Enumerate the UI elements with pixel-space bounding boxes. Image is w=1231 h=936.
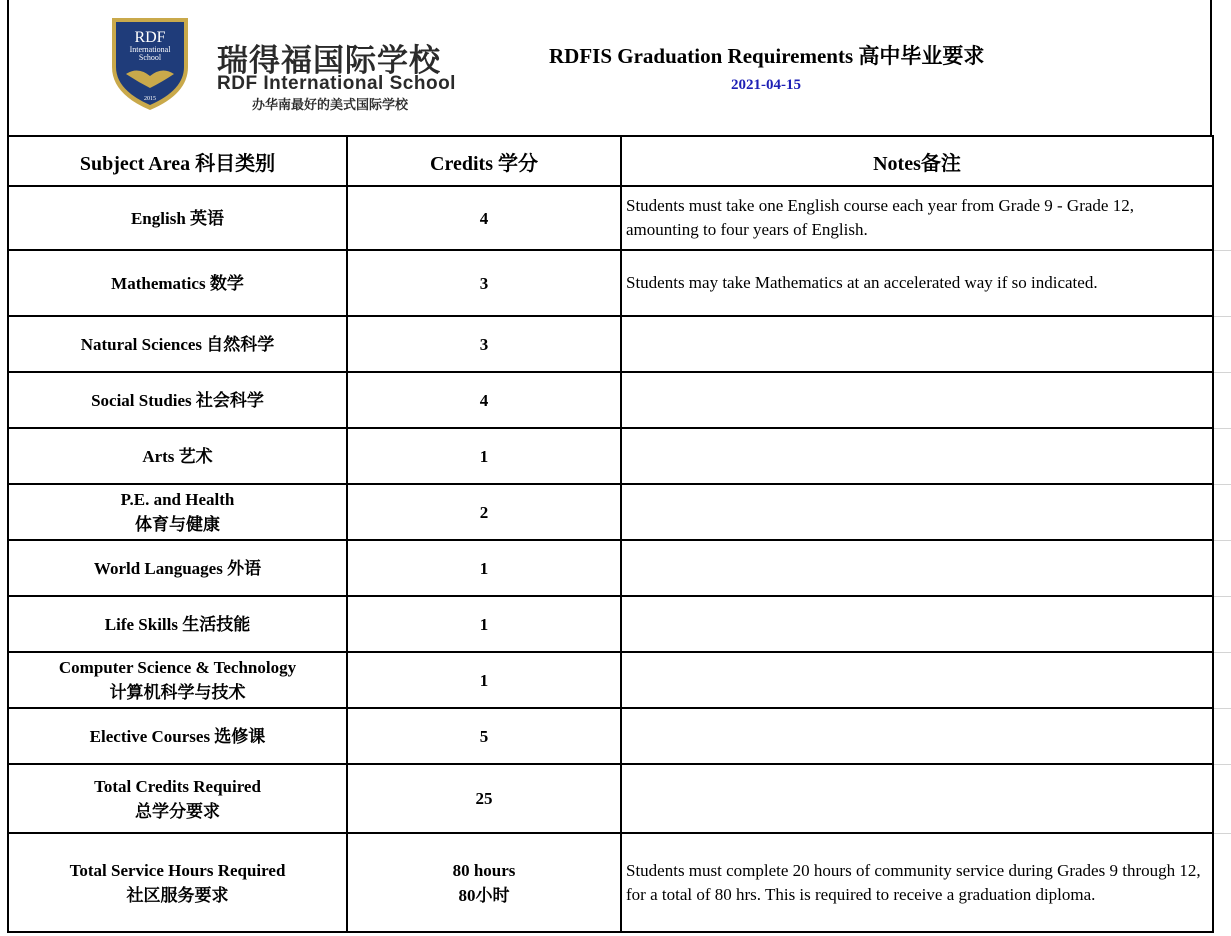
table-row	[8, 316, 1213, 372]
crest-text-line: RDF	[134, 29, 166, 46]
crest-year: 2015	[144, 96, 156, 102]
subject-cell	[8, 708, 347, 764]
sheet-gridline	[1214, 372, 1231, 373]
subject-cell	[8, 484, 347, 540]
subject-cell	[8, 764, 347, 833]
subject-cell	[8, 540, 347, 596]
document-title: RDFIS Graduation Requirements 高中毕业要求	[549, 44, 985, 68]
credits-value: 1	[479, 558, 489, 578]
credits-value: 4	[479, 208, 489, 228]
notes-cell	[621, 316, 1213, 372]
credits-cell	[347, 764, 621, 833]
credits-cell	[347, 372, 621, 428]
credits-cell	[347, 540, 621, 596]
subject-label: English 英语	[130, 208, 225, 228]
subject-label: Elective Courses 选修课	[89, 726, 266, 746]
credits-cell	[347, 596, 621, 652]
subject-label: 计算机科学与技术	[109, 683, 246, 702]
subject-label: 总学分要求	[135, 801, 220, 821]
subject-label: Life Skills 生活技能	[104, 614, 251, 634]
notes-cell	[621, 372, 1213, 428]
subject-cell	[8, 833, 347, 932]
subject-label: 社区服务要求	[126, 885, 229, 905]
credits-cell	[347, 428, 621, 484]
notes-cell: Students may take Mathematics at an accelerated way if so indicated.	[621, 250, 1213, 316]
sheet-gridline	[1214, 764, 1231, 765]
notes-cell	[621, 708, 1213, 764]
subject-cell	[8, 428, 347, 484]
subject-label: Total Service Hours Required	[69, 860, 286, 880]
table-row	[8, 186, 1213, 250]
table-row	[8, 708, 1213, 764]
credits-cell	[347, 484, 621, 540]
crest-text-line: International	[129, 45, 171, 54]
credits-value: 1	[479, 446, 489, 466]
notes-cell	[621, 428, 1213, 484]
credits-value: 3	[479, 334, 489, 354]
table-row	[8, 596, 1213, 652]
subject-cell	[8, 250, 347, 316]
school-logo	[104, 12, 509, 114]
subject-label: World Languages 外语	[93, 558, 262, 578]
sheet-gridline	[1214, 833, 1231, 834]
notes-cell	[621, 540, 1213, 596]
subject-cell	[8, 596, 347, 652]
subject-label: P.E. and Health	[120, 490, 235, 509]
crest-text-line: School	[138, 53, 162, 62]
school-slogan: 办华南最好的美式国际学校	[252, 98, 409, 113]
sheet-gridline	[1214, 316, 1231, 317]
credits-value: 3	[479, 273, 489, 293]
table-header-row	[8, 136, 1213, 186]
credits-value: 80小时	[458, 885, 510, 905]
notes-cell: Students must take one English course each year from Grade 9 - Grade 12, amounting to four years of English.	[621, 186, 1213, 250]
table-body	[8, 186, 1213, 932]
sheet-gridline	[1214, 540, 1231, 541]
subject-label: 体育与健康	[135, 515, 220, 534]
table-row	[8, 484, 1213, 540]
subject-label: Mathematics 数学	[111, 273, 244, 293]
subject-label: Social Studies 社会科学	[91, 390, 264, 410]
credits-cell	[347, 186, 621, 250]
sheet-gridline	[1214, 250, 1231, 251]
credits-value: 25	[475, 789, 493, 808]
credits-cell	[347, 316, 621, 372]
column-header-notes: Notes备注	[621, 136, 1213, 186]
school-name-chinese: 瑞得福国际学校	[217, 43, 441, 79]
subject-cell	[8, 372, 347, 428]
subject-cell	[8, 652, 347, 708]
school-name-english: RDF International School	[217, 73, 456, 94]
credits-value: 80 hours	[452, 860, 516, 880]
notes-cell	[621, 652, 1213, 708]
document-header	[7, 0, 1212, 135]
credits-value: 1	[479, 614, 489, 634]
credits-value: 1	[479, 670, 489, 690]
table-row	[8, 540, 1213, 596]
table-row	[8, 764, 1213, 833]
school-crest-icon	[104, 12, 196, 112]
column-header-subject: Subject Area 科目类别	[8, 136, 347, 186]
graduation-requirements-table	[7, 135, 1214, 933]
notes-cell	[621, 596, 1213, 652]
credits-cell	[347, 652, 621, 708]
credits-value: 2	[479, 502, 489, 522]
sheet-gridline	[1214, 652, 1231, 653]
table-row	[8, 833, 1213, 932]
column-header-credits: Credits 学分	[347, 136, 621, 186]
table-row	[8, 250, 1213, 316]
table-row	[8, 372, 1213, 428]
document-date: 2021-04-15	[731, 77, 801, 93]
credits-cell	[347, 708, 621, 764]
sheet-gridline	[1214, 428, 1231, 429]
subject-label: Total Credits Required	[94, 776, 261, 796]
subject-cell	[8, 316, 347, 372]
notes-cell	[621, 484, 1213, 540]
subject-label: Natural Sciences 自然科学	[80, 334, 275, 354]
subject-label: Computer Science & Technology	[58, 658, 297, 677]
sheet-gridline	[1214, 708, 1231, 709]
sheet-gridline	[1214, 484, 1231, 485]
notes-cell: Students must complete 20 hours of community service during Grades 9 through 12, for a total of 80 hrs. This is required to receive a graduation diploma.	[621, 833, 1213, 932]
notes-cell	[621, 764, 1213, 833]
table-row	[8, 428, 1213, 484]
table-row	[8, 652, 1213, 708]
credits-value: 5	[479, 726, 489, 746]
credits-cell	[347, 250, 621, 316]
sheet-gridline	[1214, 596, 1231, 597]
subject-cell	[8, 186, 347, 250]
credits-cell	[347, 833, 621, 932]
credits-value: 4	[479, 390, 489, 410]
subject-label: Arts 艺术	[142, 446, 213, 466]
